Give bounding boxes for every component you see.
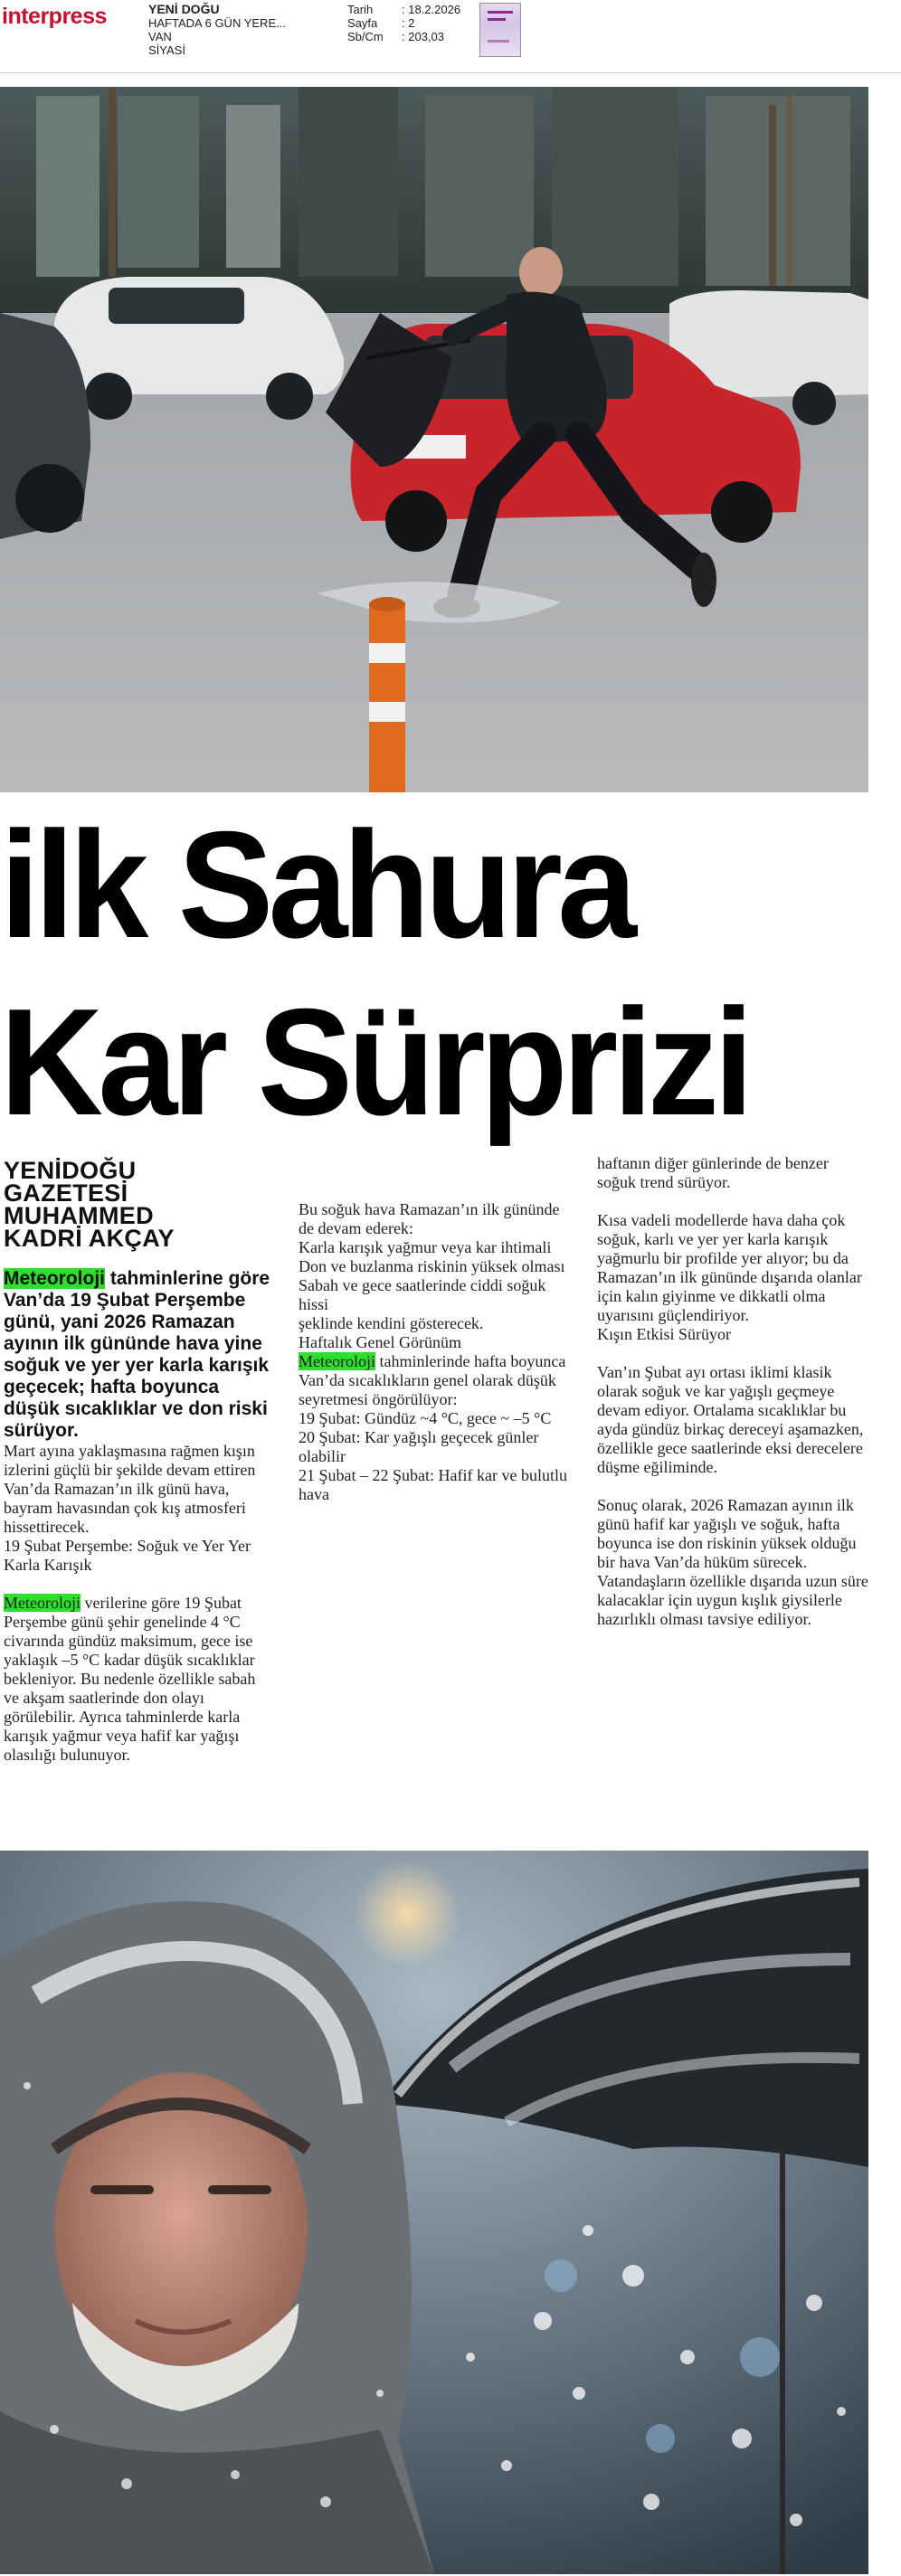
article-column-3 — [597, 1154, 868, 1629]
subheading: Kışın Etkisi Sürüyor — [597, 1325, 732, 1343]
paragraph: Van’ın Şubat ayı ortası iklimi klasik olarak soğuk ve kar yağışlı geçmeye devam ediyor. Ortalama sıcaklıklar bu ayda gündüz birkaç dereceyi aşamazken, özellikle gece saatlerinde eksi derecelere düşme eğiliminde. — [597, 1363, 864, 1476]
paragraph: Meteoroloji verilerine göre 19 Şubat Perşembe günü şehir genelinde 4 °C civarında gündüz maksimum, gece ise yaklaşık –5 °C kadar düşük sıcaklıklar bekleniyor. Bu nedenle özellikle sabah ve akşam saatlerinde don olayı görülebilir. Ayrıca tahminlerde karla karışık yağmur veya hafif kar yağışı olasılığı bulunuyor. — [4, 1594, 256, 1764]
rainy-street-photo — [0, 87, 868, 792]
highlighted-keyword: Meteoroloji — [4, 1594, 81, 1612]
paragraph: Mart ayına yaklaşmasına rağmen kışın izlerini güçlü bir şekilde devam ettiren Van’da Ramazan’ın ilk günü hava, bayram havasından çok kış atmosferi hissettirecek. — [4, 1442, 256, 1536]
headline-line-1: ilk Sahura — [0, 800, 632, 970]
date-value: 18.2.2026 — [408, 3, 461, 16]
paragraph: haftanın diğer günlerinde de benzer soğuk trend sürüyor. — [597, 1154, 829, 1191]
article-short-title: HAFTADA 6 GÜN YERE... — [148, 16, 286, 30]
byline: YENİDOĞU GAZETESİ MUHAMMED KADRİ AKÇAY — [4, 1157, 175, 1252]
date-label: Tarih — [347, 3, 374, 16]
area-value: 203,03 — [408, 30, 444, 43]
page-label: Sayfa — [347, 16, 378, 30]
list-item: Karla karışık yağmur veya kar ihtimali — [299, 1238, 552, 1256]
list-item: 21 Şubat – 22 Şubat: Hafif kar ve bulutlu hava — [299, 1466, 567, 1503]
subheading: 19 Şubat Perşembe: Soğuk ve Yer Yer Karla Karışık — [4, 1537, 251, 1574]
highlighted-keyword: Meteoroloji — [299, 1352, 375, 1370]
city: VAN — [148, 30, 172, 43]
page-value: 2 — [408, 16, 415, 30]
headline-line-2: Kar Sürprizi — [0, 977, 749, 1147]
publication-info — [148, 3, 286, 57]
category: SİYASİ — [148, 43, 185, 57]
clipping-meta: Tarih : 18.2.2026 Sayfa : 2 Sb/Cm : 203,03 — [347, 3, 461, 43]
list-item: 19 Şubat: Gündüz ~4 °C, gece ~ –5 °C — [299, 1409, 552, 1427]
publication-name: YENİ DOĞU — [148, 2, 220, 16]
snowy-winter-photo — [0, 1851, 868, 2574]
article-column-2 — [299, 1181, 570, 1504]
list-item: Sabah ve gece saatlerinde ciddi soğuk hissi — [299, 1276, 546, 1313]
page-thumbnail-icon[interactable] — [479, 3, 521, 57]
list-item: 20 Şubat: Kar yağışlı geçecek günler olabilir — [299, 1428, 539, 1465]
paragraph: şeklinde kendini gösterecek. — [299, 1314, 484, 1332]
clipping-header — [0, 0, 901, 72]
paragraph: Meteoroloji tahminlerinde hafta boyunca Van’da sıcaklıkların genel olarak düşük seyretmesi öngörülüyor: — [299, 1352, 566, 1408]
list-item: Don ve buzlanma riskinin yüksek olması — [299, 1257, 565, 1275]
highlighted-keyword: Meteoroloji — [4, 1268, 106, 1289]
paragraph: Bu soğuk hava Ramazan’ın ilk gününde de devam ederek: — [299, 1200, 560, 1237]
header-divider — [0, 72, 901, 73]
interpress-logo: interpress — [2, 4, 107, 29]
article-column-1 — [4, 1154, 273, 1765]
lead-paragraph: Meteoroloji tahminlerine göre Van’da 19 Şubat Perşembe günü, yani 2026 Ramazan ayının ilk gününde hava yine soğuk ve yer yer karla karışık geçecek; hafta boyunca düşük sıcaklıklar ve don riski sürüyor. — [4, 1268, 270, 1441]
headline — [0, 796, 816, 1151]
subheading: Haftalık Genel Görünüm — [299, 1333, 461, 1351]
paragraph: Sonuç olarak, 2026 Ramazan ayının ilk günü hafif kar yağışlı ve soğuk, hafta boyunca ise don riskinin yüksek olduğu bir hava Van’da hüküm sürecek. Vatandaşların özellikle dışarıda uzun süre kalacaklar için uygun kışlık giysilerle hazırlıklı olması tavsiye ediliyor. — [597, 1496, 868, 1628]
area-label: Sb/Cm — [347, 30, 384, 43]
paragraph: Kısa vadeli modellerde hava daha çok soğuk, karlı ve yer yer karla karışık yağmurlu bir profilde yer alıyor; bu da Ramazan’ın ilk gününde dışarıda olanlar için kalın giyinme ve dikkatli olma uyarısını güçlendiriyor. — [597, 1211, 862, 1324]
